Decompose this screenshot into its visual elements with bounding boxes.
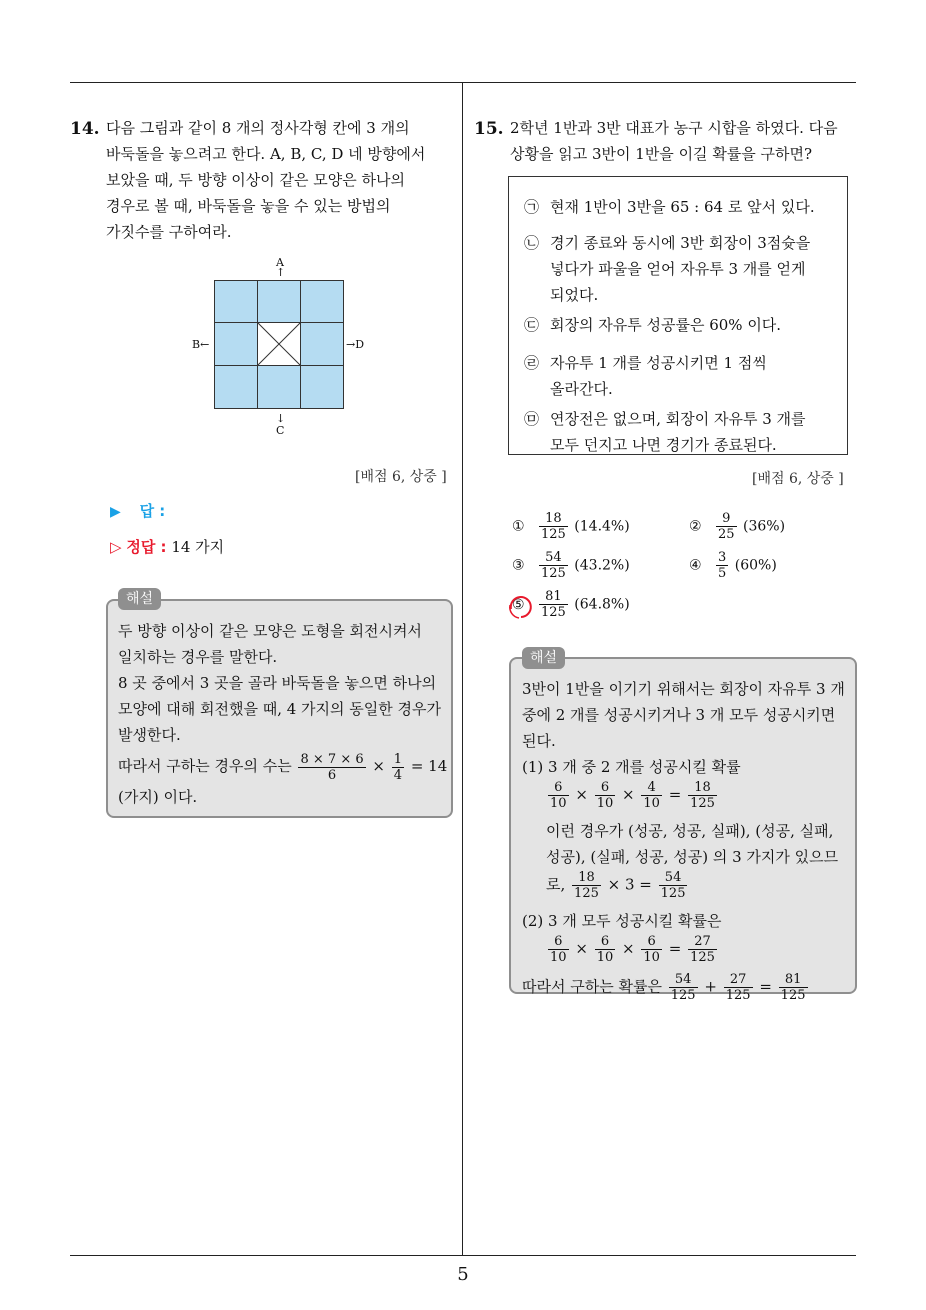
fraction-numerator: 6 [595, 780, 616, 796]
fraction [641, 780, 662, 811]
times-sign: × [622, 939, 635, 958]
fraction [688, 780, 717, 811]
condition-line: 넣다가 파울을 얻어 자유투 3 개를 얻게 [550, 260, 806, 278]
grid-cell [300, 365, 344, 409]
choice-2[interactable] [689, 511, 785, 542]
times-sign: × [575, 939, 588, 958]
fraction-numerator: 18 [572, 870, 601, 886]
choice-mark: ③ [512, 557, 525, 574]
q14-line: 가짓수를 구하여라. [106, 223, 232, 241]
condition-line: 되었다. [550, 286, 599, 304]
fraction-numerator: 27 [688, 934, 717, 950]
fraction-numerator: 6 [641, 934, 662, 950]
choice-mark: ⑤ [512, 596, 525, 613]
solution-line: 중에 2 개를 성공시키거나 3 개 모두 성공시키면 [522, 706, 836, 724]
solution-part2-title: (2) 3 개 모두 성공시킬 확률은 [522, 912, 722, 930]
solution-prefix: 로, [546, 875, 566, 894]
grid-cell [257, 365, 301, 409]
fraction-denominator: 125 [670, 988, 696, 1003]
q14-line: 보았을 때, 두 방향 이상이 같은 모양은 하나의 [106, 171, 405, 189]
fraction-numerator: 54 [539, 550, 568, 566]
q14-answer-row [110, 500, 165, 521]
fraction-denominator: 10 [643, 796, 660, 811]
solution-part2-expr [522, 934, 845, 972]
fraction [572, 870, 601, 901]
fraction-numerator: 4 [641, 780, 662, 796]
fraction-denominator: 10 [550, 796, 567, 811]
q15-number: 15. [474, 119, 504, 139]
answer-label: 답 : [139, 502, 166, 520]
condition-item [524, 312, 815, 338]
condition-mark: ㉤ [524, 410, 540, 428]
column-divider [462, 82, 463, 1255]
fraction-numerator: 9 [716, 511, 737, 527]
choice-5[interactable] [512, 589, 630, 620]
condition-line: 현재 1반이 3반을 65 : 64 로 앞서 있다. [550, 198, 815, 216]
solution-line: 두 방향 이상이 같은 모양은 도형을 회전시켜서 [118, 622, 422, 640]
choice-percent: (64.8%) [574, 596, 630, 613]
solution-line: 모양에 대해 회전했을 때, 4 가지의 동일한 경우가 [118, 700, 441, 718]
fraction [716, 550, 728, 581]
direction-b-label [192, 338, 209, 351]
solution-line: 3반이 1반을 이기기 위해서는 회장이 자유투 3 개 [522, 680, 845, 698]
q14-line: 다음 그림과 같이 8 개의 정사각형 칸에 3 개의 [106, 119, 410, 137]
fraction [298, 752, 365, 783]
condition-line: 자유투 1 개를 성공시키면 1 점씩 [550, 354, 767, 372]
fraction-denominator: 125 [690, 950, 715, 965]
fraction-denominator: 125 [541, 527, 566, 542]
fraction-numerator: 27 [724, 972, 753, 988]
page-number: 5 [457, 1264, 469, 1285]
fraction-numerator: 6 [595, 934, 616, 950]
correct-value: 14 가지 [171, 538, 225, 556]
equals-sign: = [668, 785, 682, 804]
solution-line: 된다. [522, 732, 556, 750]
q14-solution-tag: 해설 [118, 588, 161, 610]
arrow-right-icon: → [346, 338, 356, 351]
q14-solution-text [118, 618, 447, 810]
q14-meta: [배점 6, 상중 ] [355, 469, 447, 485]
bottom-rule [70, 1255, 856, 1256]
q15-line: 2학년 1반과 3반 대표가 농구 시합을 하였다. 다음 [510, 119, 838, 137]
solution-part1-expr [522, 780, 845, 818]
fraction [548, 780, 569, 811]
solution-final-prefix: 따라서 구하는 확률은 [522, 977, 662, 996]
correct-label: 정답 : [126, 538, 167, 556]
condition-item [524, 194, 815, 220]
fraction-denominator: 5 [718, 566, 727, 581]
selected-circle-icon [507, 593, 533, 619]
q15-conditions [524, 194, 815, 458]
condition-item [524, 406, 815, 458]
fraction-numerator: 6 [548, 780, 569, 796]
fraction-denominator: 10 [596, 950, 614, 965]
top-rule [70, 82, 856, 83]
fraction-numerator: 81 [779, 972, 808, 988]
condition-item [524, 350, 815, 402]
fraction-denominator: 125 [574, 886, 599, 901]
equals-sign: = [759, 977, 772, 996]
choice-4[interactable] [689, 550, 777, 581]
fraction-numerator: 8 × 7 × 6 [300, 751, 364, 767]
q14-line: 경우로 볼 때, 바둑돌을 놓을 수 있는 방법의 [106, 197, 391, 215]
fraction [724, 972, 753, 1003]
fraction-numerator: 54 [669, 972, 698, 988]
q15-solution-tag: 해설 [522, 647, 565, 669]
solution-part1-title: (1) 3 개 중 2 개를 성공시킬 확률 [522, 758, 741, 776]
choice-3[interactable] [512, 550, 630, 581]
condition-line: 경기 종료와 동시에 3반 회장이 3점슛을 [550, 234, 811, 252]
q15-solution-text [522, 676, 845, 1012]
direction-a-label: A [276, 256, 284, 269]
grid-cell [300, 280, 344, 323]
fraction [595, 780, 616, 811]
grid-cell [257, 280, 301, 323]
fraction-numerator: 81 [539, 589, 568, 605]
equals-sign: = [668, 939, 682, 958]
condition-mark: ㉣ [524, 354, 540, 372]
q15-text [510, 115, 838, 167]
fraction [669, 972, 698, 1003]
fraction [688, 934, 717, 965]
grid-center-cell [257, 322, 301, 366]
fraction-denominator: 125 [780, 988, 806, 1003]
fraction [659, 870, 688, 901]
fraction-denominator: 10 [596, 796, 614, 811]
choice-mark: ② [689, 518, 702, 535]
fraction-denominator: 125 [541, 566, 566, 581]
times-sign: × [575, 785, 588, 804]
choice-1[interactable] [512, 511, 630, 542]
direction-d-label [346, 338, 364, 351]
cross-icon [258, 323, 300, 365]
fraction [548, 934, 569, 965]
solution-final [522, 972, 845, 1012]
q14-correct-row [110, 536, 224, 557]
fraction [539, 550, 568, 581]
choice-mark: ④ [689, 557, 702, 574]
choice-mark-selected [512, 597, 529, 613]
q14-line: 바둑돌을 놓으려고 한다. A, B, C, D 네 방향에서 [106, 145, 426, 163]
grid-cell [214, 365, 258, 409]
fraction [539, 589, 568, 620]
solution-final-line [118, 748, 447, 784]
direction-d-letter: D [355, 338, 365, 351]
arrow-down-icon: ↑ [276, 266, 286, 279]
condition-mark: ㉠ [524, 198, 540, 216]
q14-number: 14. [70, 119, 100, 139]
fraction [779, 972, 808, 1003]
solution-line: 이런 경우가 (성공, 성공, 실패), (성공, 실패, [546, 822, 834, 840]
solution-line: 8 곳 중에서 3 곳을 골라 바둑돌을 놓으면 하나의 [118, 674, 437, 692]
q15-line: 상황을 읽고 3반이 1반을 이길 확률을 구하면? [510, 145, 813, 163]
fraction [539, 511, 568, 542]
fraction [716, 511, 737, 542]
condition-line: 모두 던지고 나면 경기가 종료된다. [550, 436, 777, 454]
plus-sign: + [704, 977, 717, 996]
fraction-denominator: 125 [541, 605, 566, 620]
fraction-numerator: 1 [393, 751, 403, 767]
fraction-denominator: 10 [550, 950, 567, 965]
grid-cell [214, 322, 258, 366]
choice-mark: ① [512, 518, 525, 535]
grid-cell [214, 280, 258, 323]
fraction-denominator: 125 [660, 886, 686, 901]
solution-line: 성공), (실패, 성공, 성공) 의 3 가지가 있으므 [546, 848, 839, 866]
solution-final-suffix: (가지) 이다. [118, 788, 198, 806]
fraction [641, 934, 662, 965]
solution-final-prefix: 따라서 구하는 경우의 수는 [118, 757, 292, 775]
condition-mark: ㉢ [524, 316, 540, 334]
direction-c-label: C [276, 424, 285, 437]
fraction-denominator: 10 [643, 950, 660, 965]
direction-b-letter: B [192, 338, 201, 351]
fraction-denominator: 125 [725, 988, 751, 1003]
fraction-denominator: 6 [327, 767, 337, 783]
times-sign: × [622, 785, 635, 804]
choice-percent: (43.2%) [574, 557, 630, 574]
fraction-denominator: 25 [718, 527, 735, 542]
arrow-left-icon: ← [200, 338, 210, 351]
condition-line: 회장의 자유투 성공률은 60% 이다. [550, 316, 782, 334]
fraction [392, 752, 404, 783]
condition-item [524, 230, 815, 308]
fraction-numerator: 18 [539, 511, 568, 527]
choice-percent: (36%) [743, 518, 786, 535]
condition-line: 올라간다. [550, 380, 613, 398]
q14-grid-figure [180, 250, 380, 440]
solution-part1-last [522, 870, 845, 908]
fraction-denominator: 4 [393, 767, 403, 783]
fraction-numerator: 18 [688, 780, 717, 796]
condition-mark: ㉡ [524, 234, 540, 252]
fraction-numerator: 6 [548, 934, 569, 950]
choice-percent: (14.4%) [574, 518, 630, 535]
fraction-numerator: 54 [659, 870, 688, 886]
choice-percent: (60%) [734, 557, 777, 574]
play-icon: ▶ [110, 504, 121, 520]
q15-meta: [배점 6, 상중 ] [752, 471, 844, 487]
fraction-denominator: 125 [690, 796, 715, 811]
fraction [595, 934, 616, 965]
grid-cell [300, 322, 344, 366]
arrow-up-icon: ↓ [276, 412, 286, 425]
times-three: × 3 = [607, 875, 652, 894]
condition-line: 연장전은 없으며, 회장이 자유투 3 개를 [550, 410, 806, 428]
times-sign: × [372, 757, 385, 775]
solution-line: 일치하는 경우를 말한다. [118, 648, 278, 666]
solution-line: 발생한다. [118, 726, 181, 744]
fraction-numerator: 3 [718, 550, 727, 565]
equals-result: = 14 [410, 757, 448, 775]
q14-text [106, 115, 425, 245]
triangle-outline-icon: ▷ [110, 538, 122, 556]
